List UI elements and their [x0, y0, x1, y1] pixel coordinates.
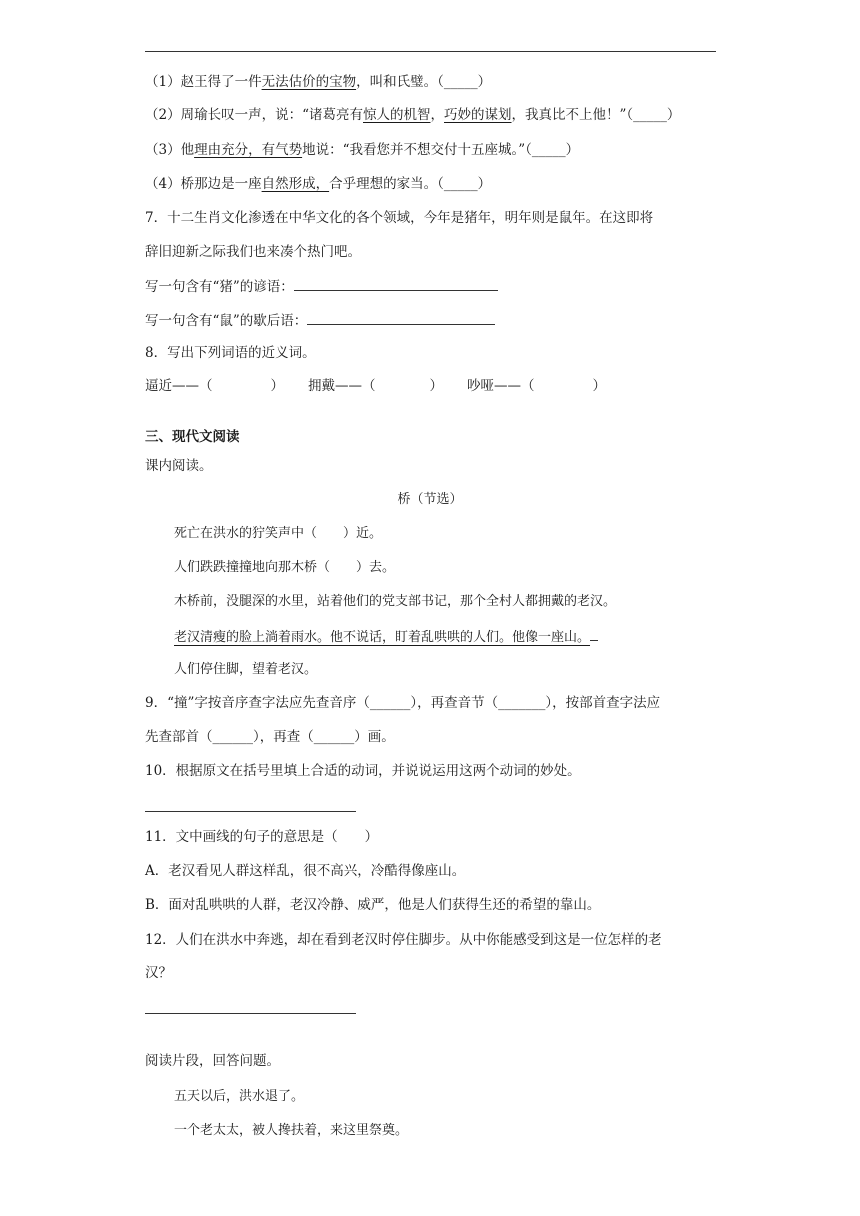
q7-line-2: 辞旧迎新之际我们也来凑个热门吧。 — [145, 244, 361, 260]
underlined-sentence: 老汉清瘦的脸上淌着雨水。他不说话，盯着乱哄哄的人们。他像一座山。 — [174, 630, 591, 645]
reading-2-paragraph-2: 一个老太太，被人搀扶着，来这里祭奠。 — [174, 1123, 409, 1138]
q7-rat-answer-line[interactable] — [307, 310, 495, 325]
q7-pig-label: 写一句含有“猪”的谚语： — [145, 279, 294, 295]
q11-text: 11．文中画线的句子的意思是（ ） — [145, 829, 379, 845]
q-item-2-blank[interactable]: ，我真比不上他！”（_____） — [511, 107, 681, 123]
q11-option-b[interactable]: B．面对乱哄哄的人群，老汉冷静、威严，他是人们获得生还的希望的靠山。 — [145, 897, 601, 913]
q-item-1-blank[interactable]: ，叫和氏璧。（_____） — [356, 74, 492, 90]
q11-option-a[interactable]: A．老汉看见人群这样乱，很不高兴，冷酷得像座山。 — [145, 863, 466, 879]
reading-2-paragraph-1: 五天以后，洪水退了。 — [174, 1089, 305, 1104]
q8-word-1: 逼近——（ — [145, 378, 213, 394]
q-item-2-comma: ， — [430, 107, 444, 123]
q-item-3-text: （3）他 — [145, 142, 195, 158]
passage-paragraph-1: 死亡在洪水的狞笑声中（ ）近。 — [174, 526, 383, 541]
q8-close-2: ） — [429, 378, 443, 394]
q-item-1 — [145, 72, 491, 92]
q-item-4 — [145, 174, 491, 194]
q8-word-3: 吵哑——（ — [467, 378, 535, 394]
passage-paragraph-3: 木桥前，没腿深的水里，站着他们的党支部书记，那个全村人都拥戴的老汉。 — [174, 594, 617, 609]
reading-2-intro: 阅读片段，回答问题。 — [145, 1053, 280, 1069]
q7-pig-answer-line[interactable] — [294, 276, 498, 291]
q9-line-1: 9．“撞”字按音序查字法应先查音序（______），再查音节（_______），按部首查字法应 — [145, 695, 661, 711]
q8-title: 8．写出下列词语的近义词。 — [145, 345, 316, 361]
q-item-2 — [145, 105, 680, 125]
q-item-2-text: （2）周瑜长叹一声，说：“诸葛亮有 — [145, 107, 363, 123]
q-item-4-blank[interactable]: 合乎理想的家当。（_____） — [329, 176, 492, 192]
q8-word-2: 拥戴——（ — [308, 378, 376, 394]
q-item-3-blank[interactable]: 地说：“我看您并不想交付十五座城。”（_____） — [302, 142, 580, 158]
q12-answer-line[interactable] — [145, 1013, 356, 1014]
q-item-1-text: （1）赵王得了一件 — [145, 74, 262, 90]
q-item-4-text: （4）桥那边是一座 — [145, 176, 262, 192]
q7-rat-label: 写一句含有“鼠”的歇后语： — [145, 313, 308, 329]
q7-rat-saying — [145, 310, 495, 331]
q-item-2-underlined-2: 巧妙的谋划 — [444, 107, 512, 123]
passage-paragraph-5: 人们停住脚，望着老汉。 — [174, 662, 318, 677]
q8-close-1: ） — [270, 378, 284, 394]
q7-line-1: 7．十二生肖文化渗透在中华文化的各个领域，今年是猪年，明年则是鼠年。在这即将 — [145, 210, 654, 226]
q-item-3 — [145, 140, 579, 160]
passage-paragraph-2: 人们跌跌撞撞地向那木桥（ ）去。 — [174, 560, 396, 575]
q8-close-3: ） — [592, 378, 606, 394]
header-rule — [145, 51, 716, 52]
q8-words — [145, 376, 606, 396]
q12-line-1: 12．人们在洪水中奔逃，却在看到老汉时停住脚步。从中你能感受到这是一位怎样的老 — [145, 932, 662, 948]
passage-title: 桥（节选） — [397, 492, 463, 507]
q-item-2-underlined-1: 惊人的机智 — [363, 107, 431, 123]
q9-line-2: 先查部首（______），再查（______）画。 — [145, 729, 395, 745]
q7-pig-proverb — [145, 276, 498, 297]
q-item-3-underlined: 理由充分，有气势 — [194, 142, 303, 158]
section-subheading: 课内阅读。 — [145, 458, 213, 474]
q-item-4-underlined: 自然形成， — [261, 176, 330, 192]
q10-answer-line[interactable] — [145, 811, 356, 812]
q10-text: 10．根据原文在括号里填上合适的动词，并说说运用这两个动词的妙处。 — [145, 763, 581, 779]
passage-paragraph-4 — [174, 626, 598, 648]
q12-line-2: 汉？ — [145, 965, 172, 981]
q-item-1-underlined: 无法估价的宝物 — [261, 74, 357, 90]
section-heading: 三、现代文阅读 — [145, 429, 240, 445]
